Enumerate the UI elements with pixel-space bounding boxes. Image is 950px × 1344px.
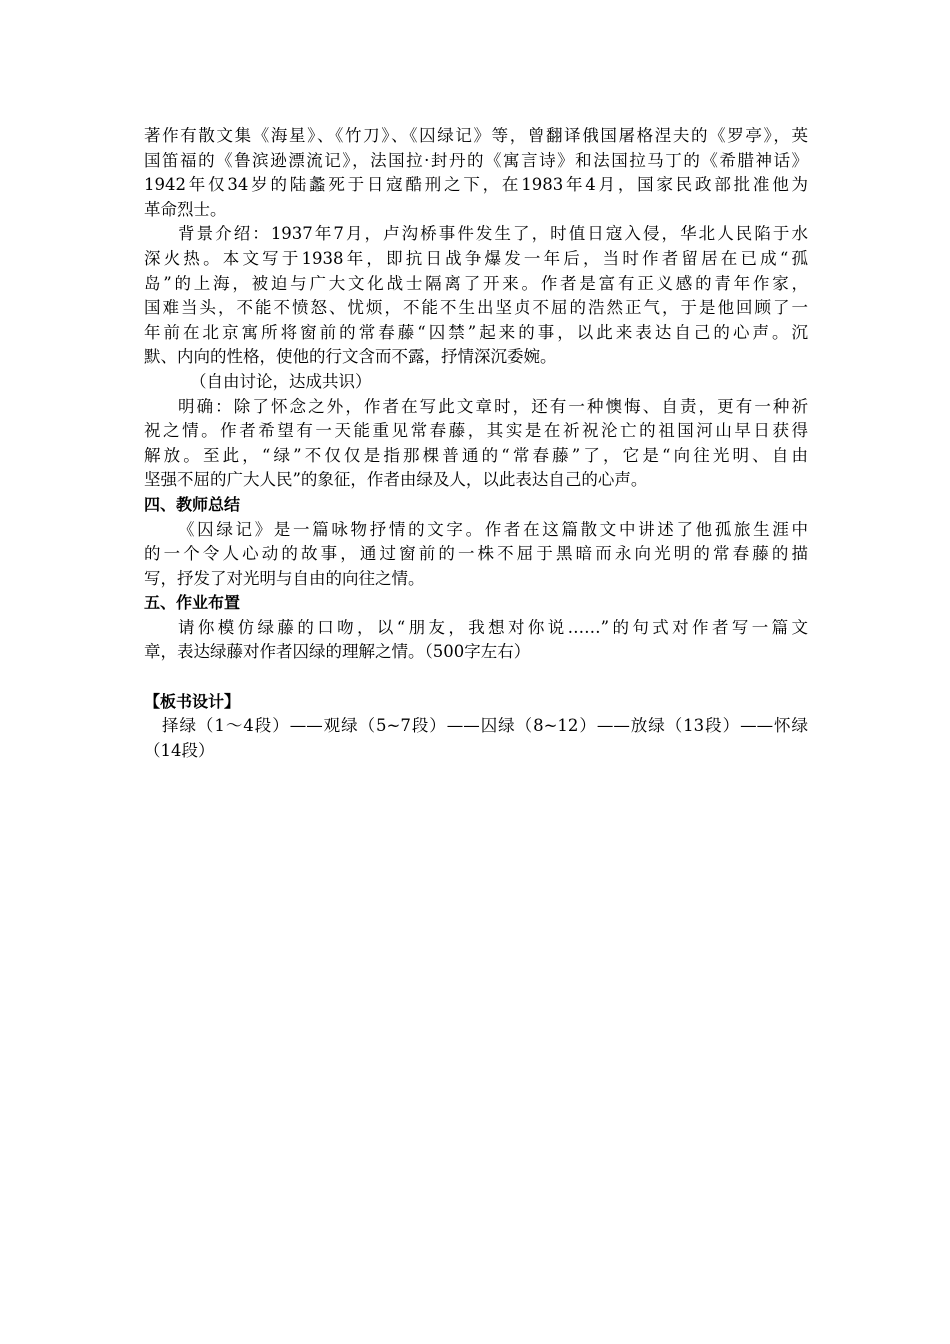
section-4-heading: 四、教师总结 <box>144 494 241 514</box>
background-line-3: 岛”的上海，被迫与广大文化战士隔离了开来。作者是富有正义感的青年作家， <box>144 273 808 293</box>
section-4-line-1: 《囚绿记》是一篇咏物抒情的文字。作者在这篇散文中讲述了他孤旅生涯中 <box>178 519 808 539</box>
intro-line-1: 著作有散文集《海星》、《竹刀》、《囚绿记》等，曾翻译俄国屠格涅夫的《罗亭》，英 <box>144 126 808 145</box>
section-4-line-2: 的一个令人心动的故事，通过窗前的一株不屈于黑暗而永向光明的常春藤的描 <box>144 544 808 564</box>
intro-line-2: 国笛福的《鲁滨逊漂流记》，法国拉·封丹的《寓言诗》和法国拉马丁的《希腊神话》 <box>144 150 808 170</box>
board-design-heading: 【板书设计】 <box>144 691 241 711</box>
background-line-4: 国难当头，不能不愤怒、忧烦，不能不生出坚贞不屈的浩然正气，于是他回顾了一 <box>144 298 808 318</box>
section-4-line-3: 写，抒发了对光明与自由的向往之情。 <box>144 568 425 588</box>
clarify-line-4: 坚强不屈的广大人民”的象征，作者由绿及人，以此表达自己的心声。 <box>144 470 648 490</box>
section-4-paragraph <box>144 518 808 592</box>
section-5-paragraph <box>144 616 808 665</box>
clarify-line-2: 祝之情。作者希望有一天能重见常春藤，其实是在祈祝沦亡的祖国河山早日获得 <box>144 421 808 441</box>
document-page <box>144 124 808 763</box>
clarify-paragraph <box>144 395 808 493</box>
section-5-line-2: 章，表达绿藤对作者囚绿的理解之情。（500字左右） <box>144 642 531 662</box>
clarify-line-1: 明确：除了怀念之外，作者在写此文章时，还有一种懊悔、自责，更有一种祈 <box>178 396 808 416</box>
discussion-note: （自由讨论，达成共识） <box>190 371 372 391</box>
intro-line-4: 革命烈士。 <box>144 199 227 219</box>
background-line-2: 深火热。本文写于1938年，即抗日战争爆发一年后，当时作者留居在已成“孤 <box>144 248 808 268</box>
spacer <box>144 665 808 690</box>
board-design-line-1: 择绿（1～4段）——观绿（5~7段）——囚绿（8~12）——放绿（13段）——怀绿 <box>162 716 808 736</box>
background-paragraph <box>144 222 808 370</box>
background-line-5: 年前在北京寓所将窗前的常春藤“囚禁”起来的事，以此来表达自己的心声。沉 <box>144 322 808 342</box>
section-5-line-1: 请你模仿绿藤的口吻，以“朋友，我想对你说……”的句式对作者写一篇文 <box>178 617 808 637</box>
board-design-line-2: （14段） <box>144 740 215 760</box>
background-line-1: 背景介绍：1937年7月，卢沟桥事件发生了，时值日寇入侵，华北人民陷于水 <box>178 224 808 244</box>
background-line-6: 默、内向的性格，使他的行文含而不露，抒情深沉委婉。 <box>144 347 557 367</box>
board-design-content <box>144 714 808 763</box>
intro-line-3: 1942年仅34岁的陆蠡死于日寇酷刑之下，在1983年4月，国家民政部批准他为 <box>144 175 808 195</box>
intro-paragraph <box>144 124 808 222</box>
clarify-line-3: 解放。至此，“绿”不仅仅是指那棵普通的“常春藤”了，它是“向往光明、自由 <box>144 445 808 465</box>
section-5-heading: 五、作业布置 <box>144 593 241 613</box>
